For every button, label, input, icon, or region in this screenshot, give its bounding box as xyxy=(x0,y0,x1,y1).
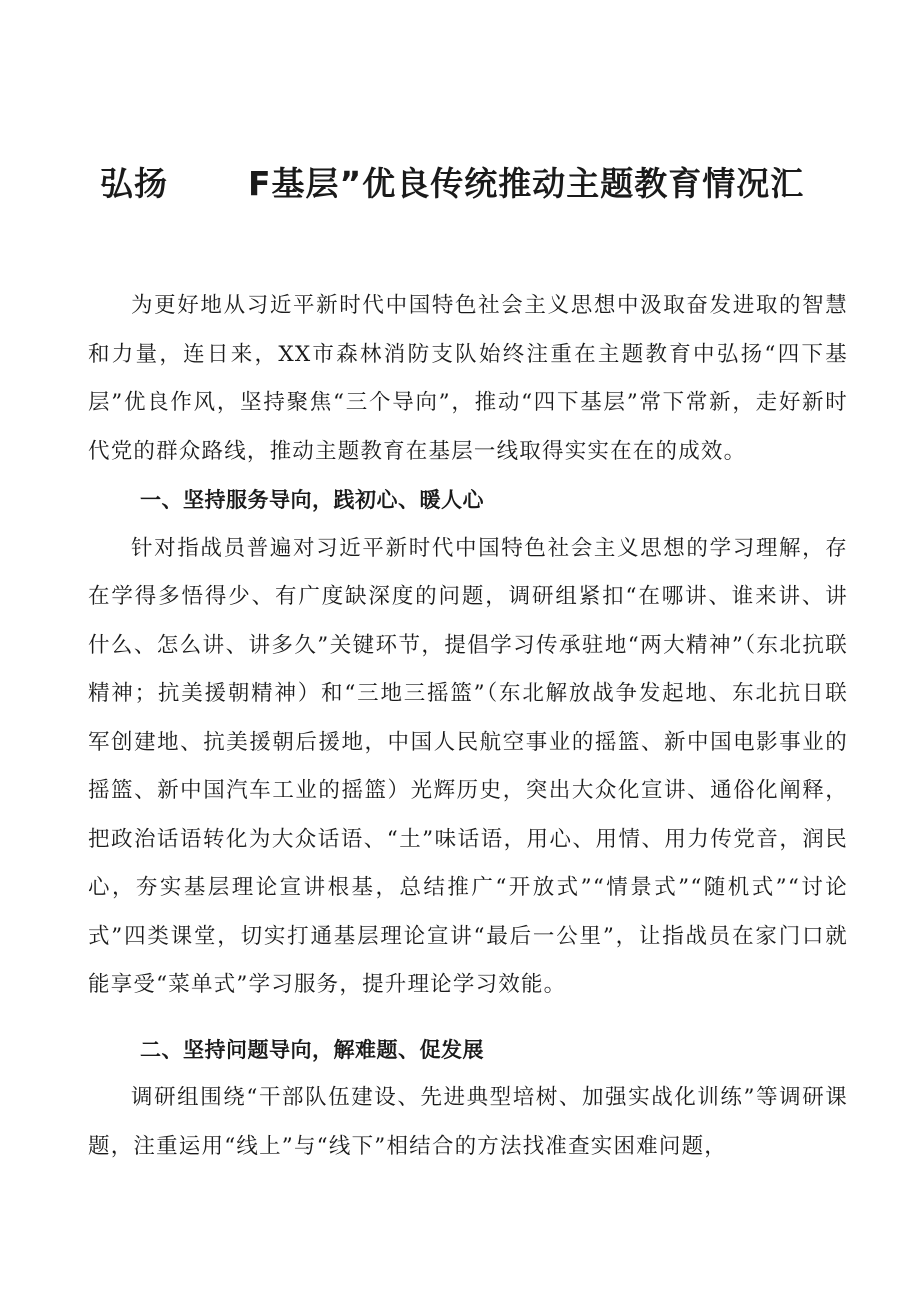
title-left-text: 弘扬 xyxy=(100,164,168,203)
section2-paragraph: 调研组围绕“干部队伍建设、先进典型培树、加强实战化训练”等调研课题，注重运用“线上”与“线下”相结合的方法找准查实困难问题， xyxy=(88,1085,848,1159)
section1-heading: 一、坚持服务导向，践初心、暖人心 xyxy=(140,488,484,512)
intro-paragraph: 为更好地从习近平新时代中国特色社会主义思想中汲取奋发进取的智慧和力量，连日来，XX市森林消防支队始终注重在主题教育中弘扬“四下基层”优良作风，坚持聚焦“三个导向”，推动“四下基层”常下常新，走好新时代党的群众路线，推动主题教育在基层一线取得实实在在的成效。 xyxy=(88,293,848,464)
title-right-text: F基层”优良传统推动主题教育情况汇 xyxy=(248,164,805,203)
document-title xyxy=(0,158,920,208)
section2-heading: 二、坚持问题导向，解难题、促发展 xyxy=(140,1037,484,1062)
document-body xyxy=(88,282,848,1171)
section1-paragraph: 针对指战员普遍对习近平新时代中国特色社会主义思想的学习理解，存在学得多悟得少、有广度缺深度的问题，调研组紧扣“在哪讲、谁来讲、讲什么、怎么讲、讲多久”关键环节，提倡学习传承驻地“两大精神”（东北抗联精神；抗美援朝精神）和“三地三摇篮”（东北解放战争发起地、东北抗日联军创建地、抗美援朝后援地，中国人民航空事业的摇篮、新中国电影事业的摇篮、新中国汽车工业的摇篮）光辉历史，突出大众化宣讲、通俗化阐释，把政治话语转化为大众话语、“土”味话语，用心、用情、用力传党音，润民心，夯实基层理论宣讲根基，总结推广“开放式”“情景式”“随机式”“讨论式”四类课堂，切实打通基层理论宣讲“最后一公里”，让指战员在家门口就能享受“菜单式”学习服务，提升理论学习效能。 xyxy=(88,535,848,997)
